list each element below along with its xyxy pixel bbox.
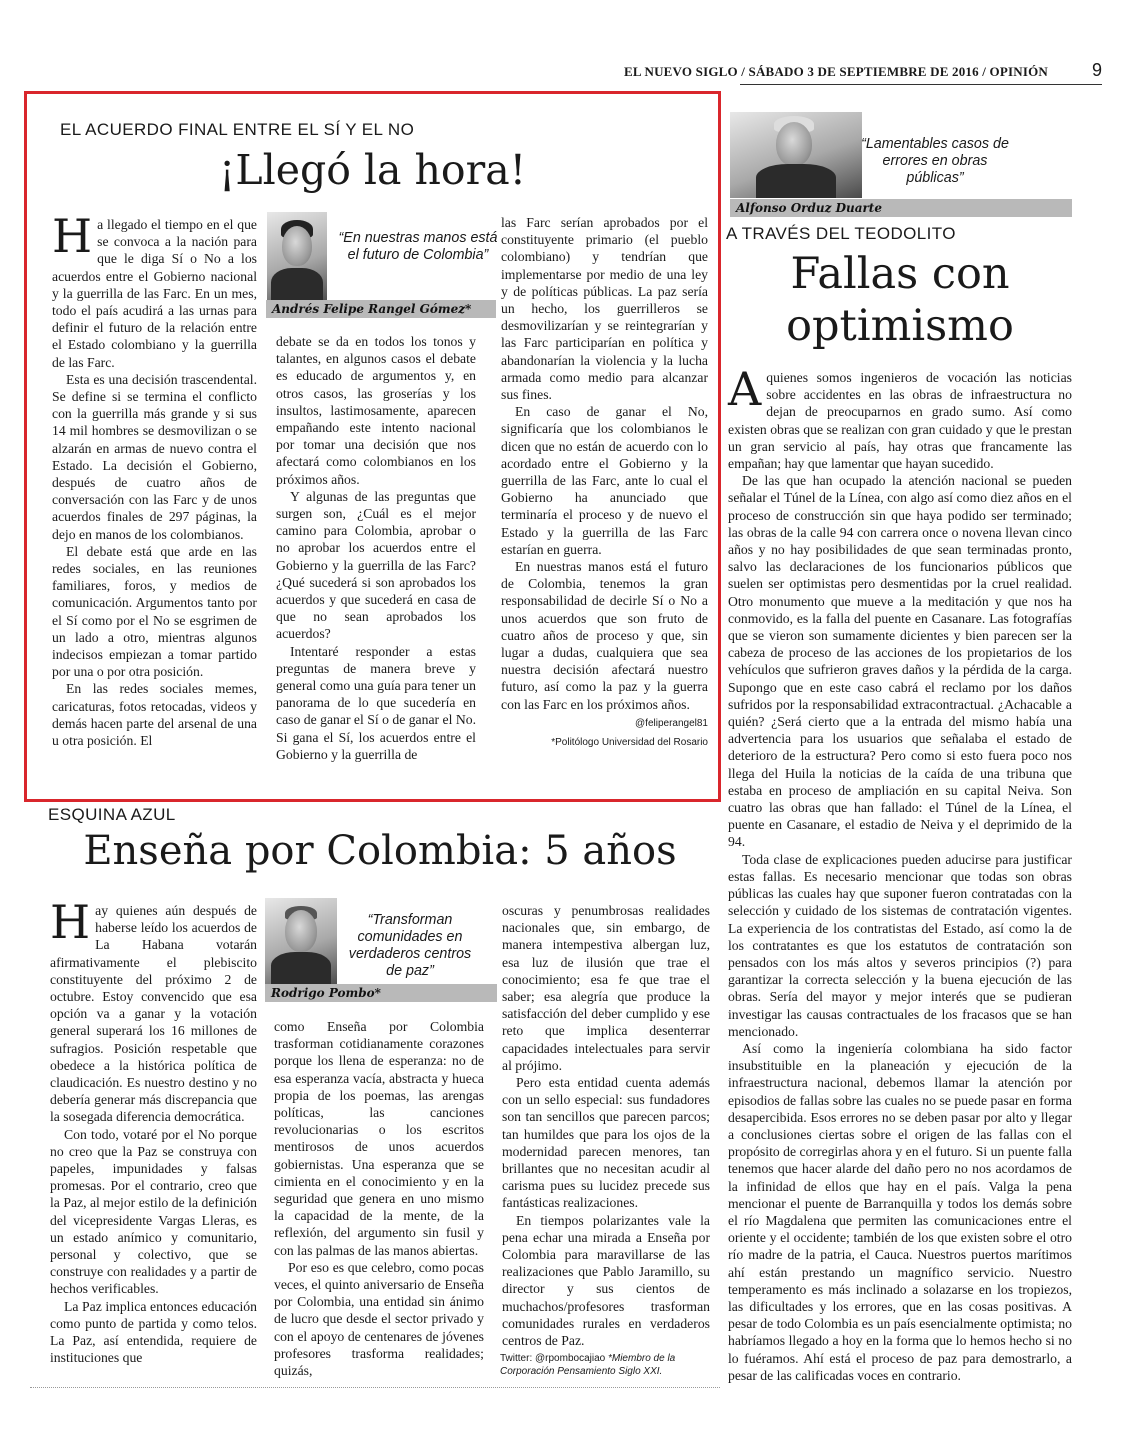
article2-kicker: A TRAVÉS DEL TEODOLITO (726, 224, 956, 243)
paragraph: Pero esta entidad cuenta además con un sello especial: sus fundadores son tan sencillos que parecen parcos; tan humildes que para los ojos de la modernidad parecen menores, tan brillantes que no necesitan acudir al carisma pues su lucidez precede sus fantásticas realizaciones. (502, 1075, 710, 1211)
paragraph: Así como la ingeniería colombiana ha sido factor insubstituible en la planeación y ejecución de la infraestructura nacional, debemos llamar la atención por episodios de fallas sobre las cuales no se puede pasar en forma desapercibida. Esos errores no se deben pasar por alto y llegar a conclusiones ciertas sobre el origen de las fallas con el propósito de corregirlas ahora y en el futuro. Si un puente falla tenemos que hacer alarde del daño pero no nos acordamos de la infinidad de ellos que hay en el país. Valga la pena mencionar el puente de Barranquilla y todos los demás sobre el río Magdalena que permiten las comunicaciones entre el oriente y el occidente; también de los que existen sobre el otro río madre de la patria, el Cauca. Nuestros puertos marítimos ahí están prestando un magnífico servicio. Nuestro temperamento es más inclinado a solazarse en los tropiezos, las dificultades y los errores, que en las cosas positivas. A pesar de todo Colombia es un país esencialmente optimista; no habríamos llegado a hoy en la forma que lo hemos hecho si no lo fuéramos. Ahí está el proceso de paz para demostrarlo, a pesar de las calificadas voces en contrario. (728, 1040, 1073, 1383)
paragraph: ay quienes aún después de haberse leído los acuerdos de La Habana votarán afirmativamente el plebiscito constituyente del próximo 2 de octubre. Estoy convencido que esa opción va a ganar y la votación general superará los 16 millones de sufragios. Posición respetable que obedece a la histórica política de claudicación. Es nuestro destino y no debería generar más discrepancia que la sosegada diferencia democrática. (50, 903, 257, 1125)
paragraph: las Farc serían aprobados por el constituyente primario (el pueblo colombiano) y tendrían que implementarse por medio de una ley y de políticas públicas. La paz sería un hecho, los guerrilleros se desmovilizarían y se reintegrarían y las Farc participarían en política y abandonarían la violencia y la lucha armada como medio para alcanzar sus fines. (501, 215, 708, 403)
paragraph: Esta es una decisión trascendental. Se define si se termina el conflicto con la guerrilla más grande y si sus 14 mil hombres se desmovilizan o se alzarán en armas de nuevo contra el Estado. La decisión el Gobierno, después de cuatro años de conversación con las Farc y de unos acuerdos finales de 297 páginas, la dejo en manos de los colombianos. (52, 371, 257, 542)
paragraph: La Paz implica entonces educación como punto de partida y como telos. La Paz, así entendida, requiere de instituciones que (50, 1298, 257, 1366)
dropcap: H (52, 209, 93, 263)
article3-column-1 (50, 895, 257, 1384)
paragraph: Y algunas de las preguntas que surgen son, ¿Cuál es el mejor camino para Colombia, aprobar o no aprobar los acuerdos entre el Gobierno y la guerrilla de las Farc? ¿Qué sucederá si son aprobados los acuerdos y que sucederá en casa de que no sean aprobados los acuerdos? (276, 488, 476, 642)
paragraph: Por eso es que celebro, como pocas veces, el quinto aniversario de Enseña por Colombia, una entidad sin ánimo de lucro que desde el sector privado y con el apoyo de centenares de jóvenes profesores trasforma realidades; quizás, (274, 1259, 484, 1379)
paragraph: Con todo, votaré por el No porque no creo que la Paz se construya con papeles, impunidades y falsas promesas. Por el contrario, creo que la Paz, al mejor estilo de la definición del vicepresidente Vargas Lleras, es un estado anímico y comunitario, personal y colectivo, que se construye con realidades y a partir de hechos verificables. (50, 1126, 257, 1297)
article1-twitter: @feliperangel81 (635, 718, 708, 729)
article3-headline: Enseña por Colombia: 5 años (83, 828, 677, 874)
article1-pull-quote: “En nuestras manos está el futuro de Colombia” (338, 230, 498, 263)
article2-body (728, 362, 1073, 1389)
paragraph: El debate está que arde en las redes sociales, en las reuniones familiares, foros, y medios de comunicación. Argumentos tanto por el Sí como por el No se esgrimen de un lado a otro, mientras algunos indecisos empiezan a tomar partido por una o por otra posición. (52, 543, 257, 680)
article3-footer (500, 1352, 712, 1378)
article1-column-1 (52, 209, 257, 751)
header-rule (740, 84, 1102, 85)
masthead: EL NUEVO SIGLO / SÁBADO 3 DE SEPTIEMBRE DE 2016 / OPINIÓN (624, 64, 1048, 79)
article2-headline (728, 248, 1072, 352)
page-number: 9 (1091, 60, 1102, 80)
article3-pull-quote: “Transforman comunidades en verdaderos centros de paz” (348, 912, 472, 979)
article3-twitter: Twitter: @rpombocajiao (500, 1353, 606, 1364)
article1-author: Andrés Felipe Rangel Gómez* (266, 300, 496, 318)
article1-bio: *Politólogo Universidad del Rosario (551, 737, 708, 748)
paragraph: De las que han ocupado la atención nacional se pueden señalar el Túnel de la Línea, con algo así como diez años en el proceso de construcción sin que haya podido ser terminado; las obras de la calle 94 con carrera once o novena llevan cinco años y no hay posibilidades de que sean terminadas pronto, salvo las declaraciones de los funcionarios públicos que suelen ser optimistas pero desmentidas por la cruel realidad. Otro monumento que mueve a la meditación y que nos ha conmovido, es la falla del puente en Casanare. Las fotografías que se vieron son sumamente dicientes y bien parecen ser la cabeza de proceso de las acciones de los propietarios de los vehículos que sufrieron graves daños y la pérdida de la carga. Supongo que en este caso cabrá el reclamo por los daños sufridos por la responsabilidad extracontractual. ¿Achacable a quién? ¿Será cierto que a la entrada del mismo había una advertencia para los usuarios que señalaba el estado de deterioro de la estructura? Pero como si esto fuera poco nos llega del Huila la noticias de la caída de una tribuna que estaba en proceso de ampliación en su capital Neiva. Son cuatro las obras que han fallado: el Túnel de la Línea, el puente en Casanare, el estadio de Neiva y el deprimido de la 94. (728, 473, 1072, 850)
paragraph: Toda clase de explicaciones pueden aducirse para justificar estas fallas. Es necesario mencionar que todas son obras públicas las cuales hay que suponer fueron contratadas con la selección y cuidado de los sistemas de contratación vigentes. La experiencia de los contratistas del Estado, así como la de los contratantes es que los estatutos de contratación son pensados con los más altos y severos principios (?) para garantizar la correcta selección y la buena ejecución de las obras. Sería del mayor y mejor interés que se pudieran investigar las causas contractuales de los fracasos que se han mencionado. (728, 851, 1072, 1039)
paragraph: debate se da en todos los tonos y talantes, en algunos casos el debate es educado de argumentos y, en otros casos, las groserías y los insultos, lastimosamente, aparecen empañando este intento nacional por tomar una decisión que nos afectará como colombianos en los próximos años. (276, 334, 476, 487)
article1-headline: ¡Llegó la hora! (218, 146, 527, 194)
paragraph: a llegado el tiempo en el que se convoca a la nación para que le diga Sí o No a los acuerdos entre el Gobierno nacional y la guerrilla de las Farc. En un mes, todo el país acudirá a las urnas para definir el futuro de la relación entre el Estado colombiano y la guerrilla de las Farc. (52, 217, 257, 370)
article2-author: Alfonso Orduz Duarte (730, 199, 1072, 217)
dropcap: A (728, 362, 762, 416)
article1-column-3 (501, 214, 708, 716)
article3-kicker: ESQUINA AZUL (48, 805, 176, 824)
article3-bio: *Miembro de la Corporación Pensamiento Siglo XXI. (500, 1353, 676, 1377)
article3-column-3 (502, 902, 710, 1348)
paragraph: como Enseña por Colombia trasforman cotidianamente corazones porque los llena de esperanza: no de esa esperanza vacía, abstracta y hueca propia de los poemas, las arengas políticas, las canciones revolucionarias o los escritos mentirosos de unos acuerdos gobiernistas. Una esperanza que se cimienta en el conocimiento y en la seguridad que genera en uno mismo la capacidad de la mente, de la reflexión, del argumento sin fusil y con las palmas de las manos abiertas. (274, 1019, 484, 1258)
bottom-rule (30, 1387, 720, 1389)
paragraph: Intentaré responder a estas preguntas de manera breve y general como una guía para tener un panorama de lo que sucedería en caso de ganar el Sí o de ganar el No. Si gana el Sí, los acuerdos entre el Gobierno y la guerrilla de (276, 643, 476, 762)
paragraph: En caso de ganar el No, significaría que los colombianos le dicen que no están de acuerdo con lo acordado entre el Gobierno y la guerrilla de las Farc, ante lo cual el Gobierno ha anunciado que terminaría el proceso y de nuevo el Estado y la guerrilla de las Farc estarían en guerra. (501, 404, 708, 557)
article2-pull-quote: “Lamentables casos de errores en obras públicas” (861, 136, 1009, 186)
dropcap: H (50, 895, 91, 949)
paragraph: En las redes sociales memes, caricaturas, fotos retocadas, videos y demás hacen parte del arsenal de una u otra posición. El (52, 681, 257, 749)
paragraph: quienes somos ingenieros de vocación las noticias sobre accidentes en las obras de infraestructura no dejan de preocuparnos en grado sumo. Así como existen obras que se realizan con gran cuidado y que le prestan un gran servicio al país, hay otras que francamente las empañan; hay que lamentar que hayan sucedido. (728, 370, 1072, 472)
paragraph: En tiempos polarizantes vale la pena echar una mirada a Enseña por Colombia para maravillarse de las realizaciones que Pablo Jaramillo, su director y sus cientos de muchachos/profesores trasforman comunidades rurales en verdaderos centros de Paz. (502, 1212, 710, 1349)
author-photo-rangel (267, 212, 327, 304)
article3-author: Rodrigo Pombo* (265, 984, 497, 1002)
page-header (624, 60, 1120, 82)
author-photo-orduz (730, 112, 862, 198)
headline-line: optimismo (786, 301, 1014, 351)
article1-column-2 (276, 333, 476, 762)
article3-column-2 (274, 1018, 484, 1384)
paragraph: oscuras y penumbrosas realidades nacionales que, sin embargo, de manera intempestiva albergan luz, esa luz de ilusión que trae el conocimiento; esa fe que trae el saber; esa alegría que produce la satisfacción del deber cumplido y ese reto que implica desenterrar capacidades intelectuales para servir al prójimo. (502, 903, 710, 1073)
author-photo-pombo (265, 898, 337, 986)
article1-kicker: EL ACUERDO FINAL ENTRE EL SÍ Y EL NO (60, 120, 415, 139)
paragraph: En nuestras manos está el futuro de Colombia, tenemos la gran responsabilidad de decirle Sí o No a unos acuerdos que son fruto de cuatro años de proceso y que, sin lugar a dudas, cualquiera que sea nuestra decisión afectará nuestro futuro, así como la paz y la guerra con las Farc en los próximos años. (501, 559, 708, 712)
headline-line: Fallas con (790, 249, 1010, 299)
